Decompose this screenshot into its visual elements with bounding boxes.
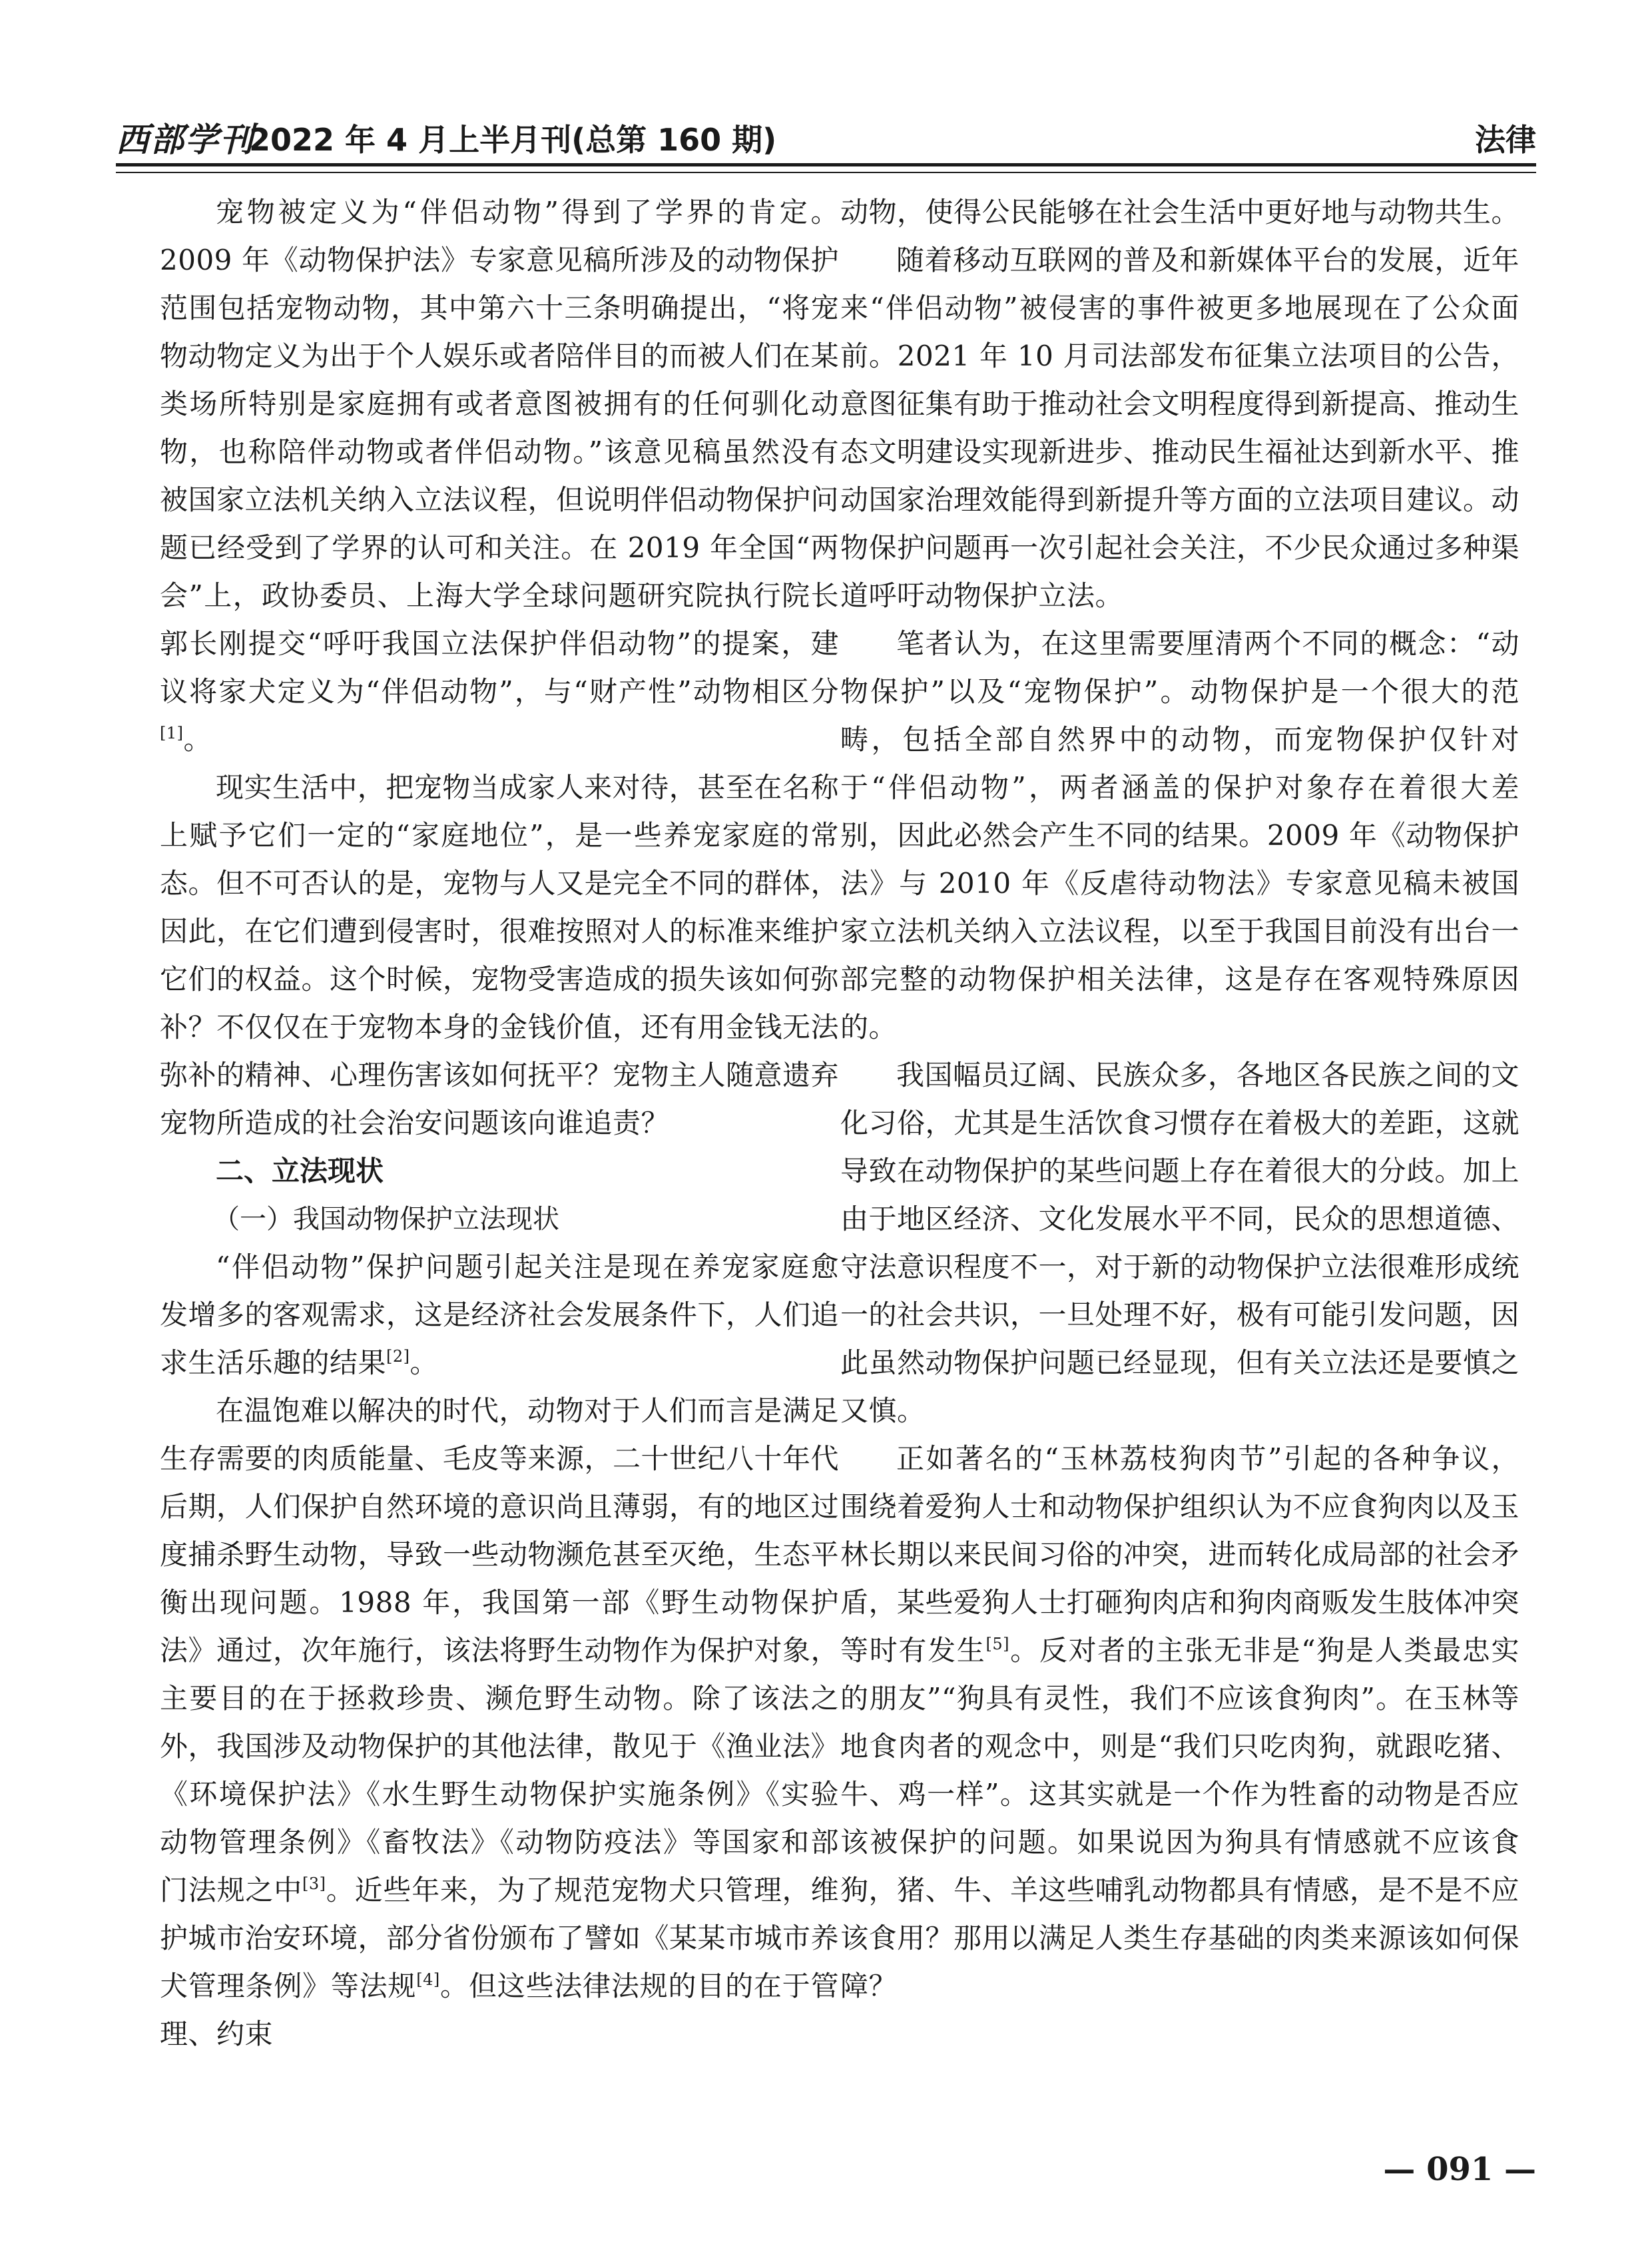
paragraph: 在温饱难以解决的时代，动物对于人们而言是满足生存需要的肉质能量、毛皮等来源，二十世纪八十年代后期，人们保护自然环境的意识尚且薄弱，有的地区过度捕杀野生动物，导致一些动物濒危甚至灭绝，生态平衡出现问题。1988 年，我国第一部《野生动物保护法》通过，次年施行，该法将野生动物作为保护对象，主要目的在于拯救珍贵、濒危野生动物。除了该法之外，我国涉及动物保护的其他法律，散见于《渔业法》《环境保护法》《水生野生动物保护实施条例》《实验动物管理条例》《畜牧法》《动物防疫法》等国家和部门法规之中[3]。近些年来，为了规范宠物犬只管理，维护城市治安环境，部分省份颁布了譬如《某某市城市养犬管理条例》等法规[4]。但这些法律法规的目的在于管理、约束 bbox=[160, 1394, 840, 2050]
page-header bbox=[116, 113, 1536, 166]
page-number: — 091 — bbox=[1383, 2151, 1536, 2188]
paragraph: “伴侣动物”保护问题引起关注是现在养宠家庭愈发增多的客观需求，这是经济社会发展条件下，人们追求生活乐趣的结果[2]。 bbox=[160, 1251, 840, 1379]
subsection-heading: （一）我国动物保护立法现状 bbox=[213, 1204, 559, 1235]
right-column bbox=[840, 188, 1519, 2010]
paragraph: 现实生活中，把宠物当成家人来对待，甚至在名称上赋予它们一定的“家庭地位”，是一些养宠家庭的常态。但不可否认的是，宠物与人又是完全不同的群体，因此，在它们遭到侵害时，很难按照对人的标准来维护它们的权益。这个时候，宠物受害造成的损失该如何弥补？不仅仅在于宠物本身的金钱价值，还有用金钱无法弥补的精神、心理伤害该如何抚平？宠物主人随意遗弃宠物所造成的社会治安问题该向谁追责？ bbox=[160, 771, 840, 1139]
citation: [3] bbox=[302, 1874, 326, 1893]
paragraph: 正如著名的“玉林荔枝狗肉节”引起的各种争议，围绕着爱狗人士和动物保护组织认为不应食狗肉以及玉林长期以来民间习俗的冲突，进而转化成局部的社会矛盾，某些爱狗人士打砸狗肉店和狗肉商贩发生肢体冲突等时有发生[5]。反对者的主张无非是“狗是人类最忠实的朋友”“狗具有灵性，我们不应该食狗肉”。在玉林等地食肉者的观念中，则是“我们只吃肉狗，就跟吃猪、牛、鸡一样”。这其实就是一个作为牲畜的动物是否应该被保护的问题。如果说因为狗具有情感就不应该食狗，猪、牛、羊这些哺乳动物都具有情感，是不是不应该食用？那用以满足人类生存基础的肉类来源该如何保障？ bbox=[840, 1442, 1520, 2002]
header-rule-thick bbox=[116, 163, 1536, 166]
section-name: 法律 bbox=[1475, 122, 1536, 158]
citation: [1] bbox=[160, 724, 184, 742]
citation: [4] bbox=[416, 1970, 440, 1989]
journal-logo: 西部学刊 bbox=[116, 120, 254, 159]
left-column bbox=[160, 188, 839, 2058]
citation: [2] bbox=[386, 1347, 410, 1366]
issue-info: 2022 年 4 月上半月刊(总第 160 期) bbox=[249, 122, 777, 158]
citation: [5] bbox=[985, 1635, 1009, 1653]
paragraph: 随着移动互联网的普及和新媒体平台的发展，近年来“伴侣动物”被侵害的事件被更多地展现在了公众面前。2021 年 10 月司法部发布征集立法项目的公告，意图征集有助于推动社会文明程度得到新提高、推动生态文明建设实现新进步、推动民生福祉达到新水平、推动国家治理效能得到新提升等方面的立法项目建议。动物保护问题再一次引起社会关注，不少民众通过多种渠道呼吁动物保护立法。 bbox=[840, 244, 1520, 612]
paragraph: 我国幅员辽阔、民族众多，各地区各民族之间的文化习俗，尤其是生活饮食习惯存在着极大的差距，这就导致在动物保护的某些问题上存在着很大的分歧。加上由于地区经济、文化发展水平不同，民众的思想道德、守法意识程度不一，对于新的动物保护立法很难形成统一的社会共识，一旦处理不好，极有可能引发问题，因此虽然动物保护问题已经显现，但有关立法还是要慎之又慎。 bbox=[840, 1059, 1520, 1427]
section-heading: 二、立法现状 bbox=[216, 1155, 384, 1187]
paragraph: 笔者认为，在这里需要厘清两个不同的概念：“动物保护”以及“宠物保护”。动物保护是一个很大的范畴，包括全部自然界中的动物，而宠物保护仅针对于“伴侣动物”，两者涵盖的保护对象存在着很大差别，因此必然会产生不同的结果。2009 年《动物保护法》与 2010 年《反虐待动物法》专家意见稿未被国家立法机关纳入立法议程，以至于我国目前没有出台一部完整的动物保护相关法律，这是存在客观特殊原因的。 bbox=[840, 627, 1520, 1043]
header-rule-thin bbox=[116, 172, 1536, 173]
paragraph-continued: 动物，使得公民能够在社会生活中更好地与动物共生。 bbox=[840, 196, 1520, 228]
paragraph: 宠物被定义为“伴侣动物”得到了学界的肯定。2009 年《动物保护法》专家意见稿所涉及的动物保护范围包括宠物动物，其中第六十三条明确提出，“将宠物动物定义为出于个人娱乐或者陪伴目的而被人们在某类场所特别是家庭拥有或者意图被拥有的任何驯化动物，也称陪伴动物或者伴侣动物。”该意见稿虽然没有被国家立法机关纳入立法议程，但说明伴侣动物保护问题已经受到了学界的认可和关注。在 2019 年全国“两会”上，政协委员、上海大学全球问题研究院执行院长郭长刚提交“呼吁我国立法保护伴侣动物”的提案，建议将家犬定义为“伴侣动物”，与“财产性”动物相区分[1]。 bbox=[160, 196, 840, 756]
